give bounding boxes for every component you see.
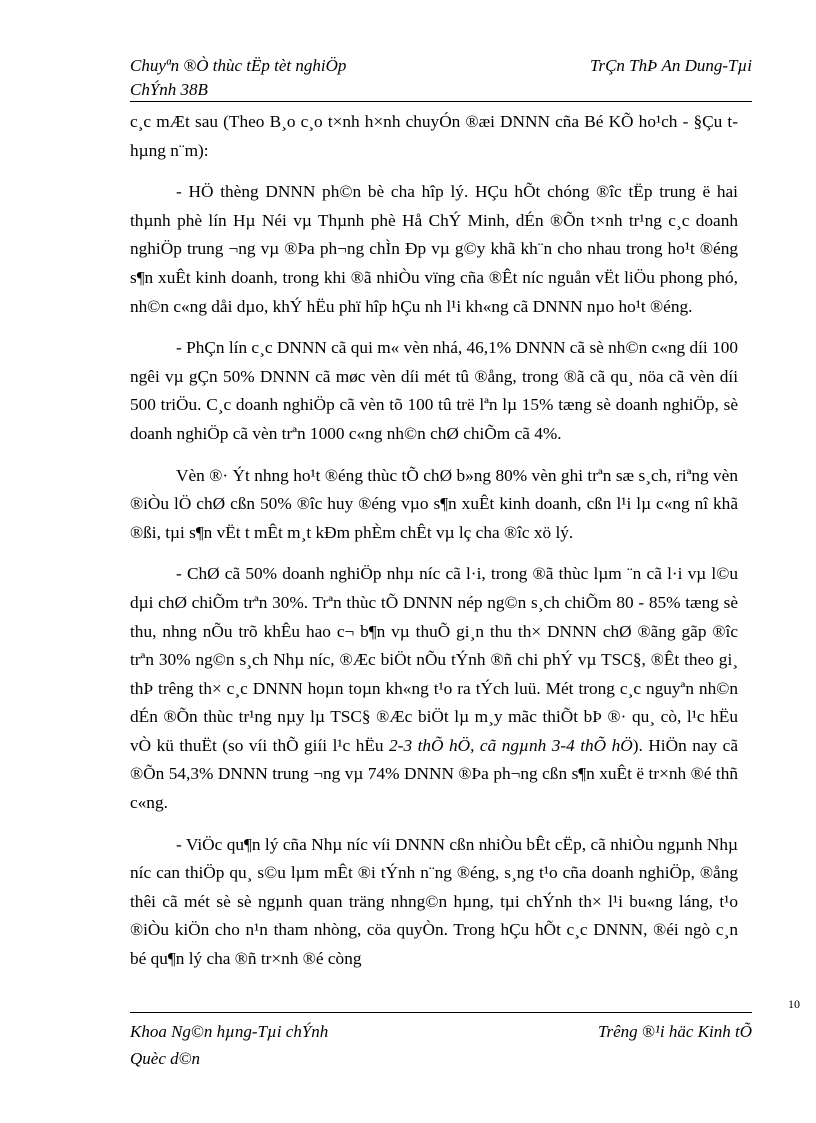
paragraph-3: - PhÇn lín c¸c DNNN cã qui m« vèn nhá, 46,1% DNNN cã sè nh©n c«ng díi 100 ngêi vµ gÇn 50% DNNN cã møc vèn díi mét tû ®ång, trong ®ã cã qu¸ nöa cã vèn díi 500 triÖu. C¸c doanh nghiÖp cã vèn tõ 100 tû trë lªn lµ 15% tæng sè doanh nghiÖp, sè doanh nghiÖp cã vèn trªn 1000 c«ng nh©n chØ chiÕm cã 4%. bbox=[130, 338, 738, 443]
footer-university: Trêng ®¹i häc Kinh tÕ bbox=[597, 1022, 752, 1041]
page-number: 10 bbox=[788, 997, 800, 1011]
paragraph-6: - ViÖc qu¶n lý cña Nhµ níc víi DNNN cßn nhiÒu bÊt cËp, cã nhiÒu ngµnh Nhµ níc can thiÖp qu¸ s©u lµm mÊt ®i tÝnh n¨ng ®éng, s¸ng t¹o cña doanh nghiÖp, ®ång thêi cã mét sè sè ngµnh quan träng nhng©n hµng, tµi chÝnh th× l¹i bu«ng láng, t¹o ®iÒu kiÖn cho n¹n tham nhòng, cöa quyÒn. Trong hÇu hÕt c¸c DNNN, ®éi ngò c¸n bé qu¶n lý cha ®ñ tr×nh ®é còng bbox=[130, 834, 738, 969]
header-rule bbox=[130, 101, 752, 102]
footer-faculty-line1: Khoa Ng©n hµng-Tµi chÝnh bbox=[130, 1022, 329, 1041]
paragraph-5-tail: ). HiÖn nay cã ®Õn 54,3% DNNN trung ¬ng vµ 74% DNNN ®Þa ph¬ng cßn s¶n xuÊt ë tr×nh ®é thñ c«ng. bbox=[130, 735, 738, 813]
page-header bbox=[130, 54, 752, 104]
footer-rule bbox=[130, 1012, 752, 1013]
paragraph-5 bbox=[130, 560, 738, 817]
paragraph-5-text: - ChØ cã 50% doanh nghiÖp nhµ níc cã l·i, trong ®ã thùc lµm ¨n cã l·i vµ l©u dµi chØ chiÕm trªn 30%. Trªn thùc tÕ DNNN nép ng©n s¸ch chiÕm 80 - 85% tæng sè thu, nhng nÕu trõ khÊu hao c¬ b¶n vµ thuÕ gi¸n thu th× DNNN chØ ®ãng gãp ®îc trªn 30% ng©n s¸ch Nhµ níc, ®Æc biÖt nÕu tÝnh ®ñ chi phÝ vµ TSC§, ®Êt theo gi¸ thÞ trêng th× c¸c DNNN hoµn toµn kh«ng t¹o ra tÝch luü. Mét trong c¸c nguyªn nh©n dÉn ®Õn thùc tr¹ng nµy lµ TSC§ ®Æc biÖt lµ m¸y mãc thiÕt bÞ ®· qu¸ cò, l¹c hËu vÒ kü thuËt (so víi thÕ giíi l¹c hËu bbox=[130, 564, 738, 755]
paragraph-1: c¸c mÆt sau (Theo B¸o c¸o t×nh h×nh chuyÓn ®æi DNNN cña Bé KÕ ho¹ch - §Çu t hµng n¨m): bbox=[130, 112, 738, 160]
paragraph-2: - HÖ thèng DNNN ph©n bè cha hîp lý. HÇu hÕt chóng ®îc tËp trung ë hai thµnh phè lín Hµ Néi vµ Thµnh phè Hå ChÝ Minh, dÉn ®Õn t×nh tr¹ng c¸c doanh nghiÖp trung ¬ng vµ ®Þa ph¬ng chÌn Ðp vµ g©y khã kh¨n cho nhau trong ho¹t ®éng s¶n xuÊt kinh doanh, trong khi ®ã nhiÒu vïng cña ®Êt níc nguån vËt liÖu phong phó, nh©n c«ng dåi dµo, khÝ hËu phï hîp hÇu nh l¹i kh«ng cã DNNN nµo ho¹t ®éng. bbox=[130, 182, 738, 316]
document-body bbox=[130, 108, 738, 987]
header-report-title: Chuyªn ®Ò thùc tËp tèt nghiÖp bbox=[130, 56, 347, 75]
footer-faculty bbox=[130, 1018, 328, 1072]
paragraph-4: Vèn ®· Ýt nhng ho¹t ®éng thùc tÕ chØ b»ng 80% vèn ghi trªn sæ s¸ch, riªng vèn ®iÒu lÖ chØ cßn 50% ®îc huy ®éng vµo s¶n xuÊt kinh doanh, cßn l¹i lµ c«ng nî khã ®ßi, tµi s¶n vËt t mÊt m¸t kÐm phÈm chÊt vµ lç cha ®îc xö lý. bbox=[130, 465, 738, 542]
header-author: TrÇn ThÞ An Dung-Tµi bbox=[589, 56, 752, 75]
paragraph-5-italic: 2-3 thÕ hÖ, cã ngµnh 3-4 thÕ hÖ bbox=[389, 735, 633, 755]
footer-faculty-line2: Quèc d©n bbox=[130, 1049, 201, 1068]
header-class: ChÝnh 38B bbox=[130, 80, 208, 99]
